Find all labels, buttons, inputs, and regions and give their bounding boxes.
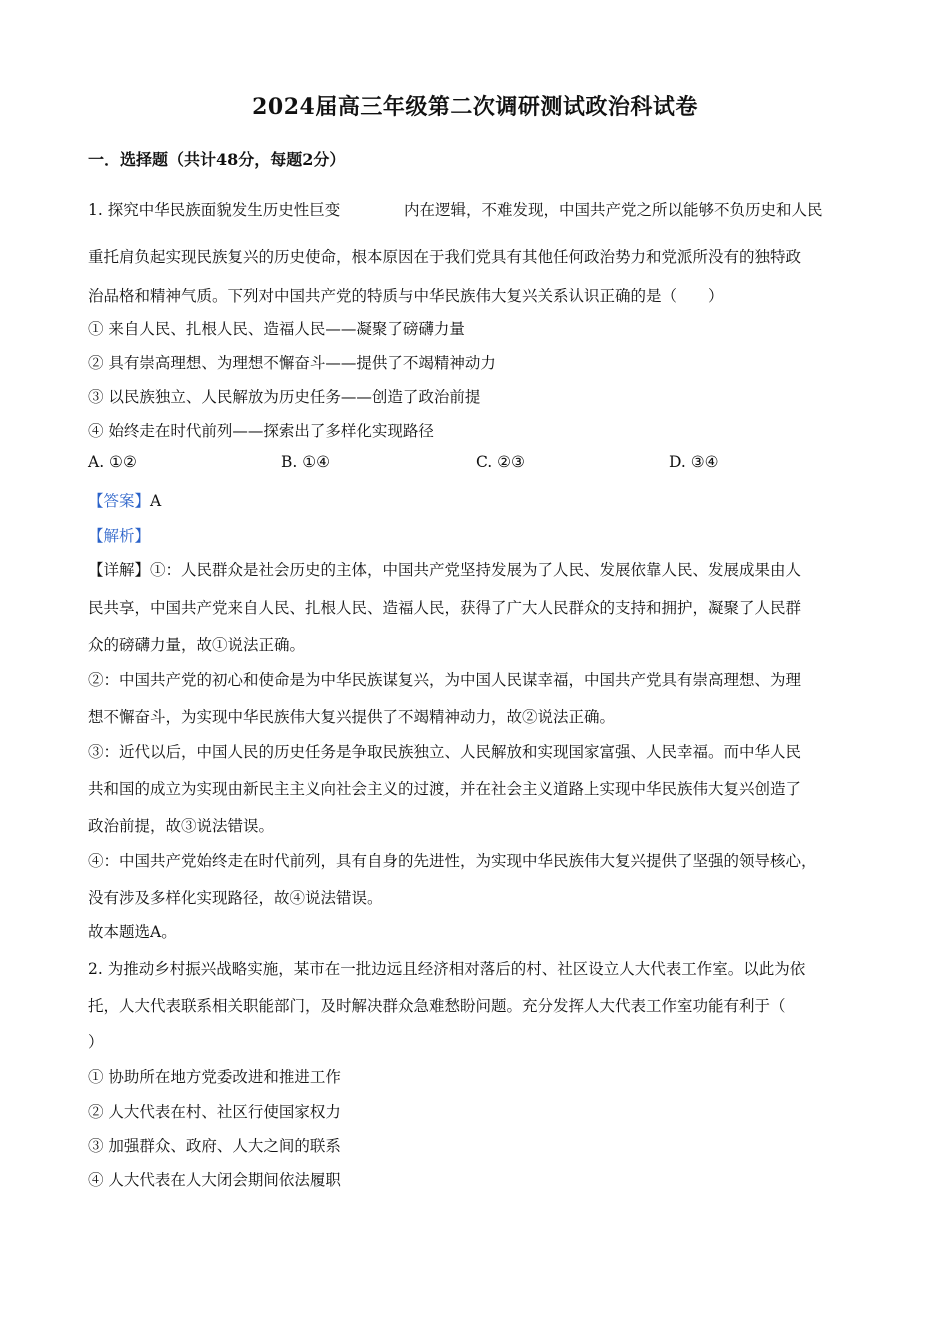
answer-tag: 【答案】 <box>88 492 151 510</box>
q2-stem-line: ） <box>88 1033 104 1051</box>
q1-statement: ① 来自人民、扎根人民、造福人民——凝聚了磅礴力量 <box>88 320 465 338</box>
q1-detail-line: 共和国的成立为实现由新民主主义向社会主义的过渡，并在社会主义道路上实现中华民族伟大复兴创造了 <box>88 780 802 798</box>
q1-stem-part1: 1. 探究中华民族面貌发生历史性巨变 <box>88 201 341 219</box>
analysis-tag: 【解析】 <box>88 527 151 545</box>
q2-stem-line: 2. 为推动乡村振兴战略实施，某市在一批边远且经济相对落后的村、社区设立人大代表工作室。以此为依 <box>88 960 806 978</box>
q1-stem-part2: 内在逻辑，不难发现，中国共产党之所以能够不负历史和人民 <box>404 201 823 219</box>
q2-statement: ④ 人大代表在人大闭会期间依法履职 <box>88 1171 341 1189</box>
page-title: 2024届高三年级第二次调研测试政治科试卷 <box>252 94 698 120</box>
q1-detail-line: 想不懈奋斗，为实现中华民族伟大复兴提供了不竭精神动力，故②说法正确。 <box>88 708 616 726</box>
answer-value: A <box>150 492 162 510</box>
q1-detail-line <box>88 558 801 580</box>
q1-statement: ② 具有崇高理想、为理想不懈奋斗——提供了不竭精神动力 <box>88 354 496 372</box>
q1-detail-line: ②：中国共产党的初心和使命是为中华民族谋复兴，为中国人民谋幸福，中国共产党具有崇高理想、为理 <box>88 671 802 689</box>
q1-statement: ④ 始终走在时代前列——探索出了多样化实现路径 <box>88 422 434 440</box>
q1-answer <box>88 489 161 511</box>
q2-stem-line: 托，人大代表联系相关职能部门，及时解决群众急难愁盼问题。充分发挥人大代表工作室功能有利于（ <box>88 997 786 1015</box>
q1-detail-line: ④：中国共产党始终走在时代前列，具有自身的先进性，为实现中华民族伟大复兴提供了坚强的领导核心， <box>88 852 817 870</box>
q1-option-b: B. ①④ <box>281 453 331 471</box>
q1-stem-line2: 重托肩负起实现民族复兴的历史使命，根本原因在于我们党具有其他任何政治势力和党派所没有的独特政 <box>88 248 802 266</box>
section-heading: 一．选择题（共计48分，每题2分） <box>88 150 346 169</box>
q1-option-a: A. ①② <box>88 453 137 471</box>
q1-statement: ③ 以民族独立、人民解放为历史任务——创造了政治前提 <box>88 388 481 406</box>
detail-tag: 【详解】 <box>88 561 151 579</box>
q1-detail-line: 民共享，中国共产党来自人民、扎根人民、造福人民，获得了广大人民群众的支持和拥护，凝聚了人民群 <box>88 599 802 617</box>
q1-detail-line: 众的磅礴力量，故①说法正确。 <box>88 636 306 654</box>
q1-detail-line: ③：近代以后，中国人民的历史任务是争取民族独立、人民解放和实现国家富强、人民幸福。而中华人民 <box>88 743 802 761</box>
q1-stem-line3: 治品格和精神气质。下列对中国共产党的特质与中华民族伟大复兴关系认识正确的是（ ） <box>88 287 724 305</box>
q1-detail-line: 没有涉及多样化实现路径，故④说法错误。 <box>88 889 383 907</box>
q1-conclusion: 故本题选A。 <box>88 923 177 941</box>
q2-statement: ③ 加强群众、政府、人大之间的联系 <box>88 1137 341 1155</box>
q1-option-c: C. ②③ <box>476 453 525 471</box>
q2-statement: ② 人大代表在村、社区行使国家权力 <box>88 1103 341 1121</box>
q1-detail-line: 政治前提，故③说法错误。 <box>88 817 275 835</box>
q1-option-d: D. ③④ <box>669 453 719 471</box>
detail-text: ①：人民群众是社会历史的主体，中国共产党坚持发展为了人民、发展依靠人民、发展成果由人 <box>150 561 802 579</box>
q2-statement: ① 协助所在地方党委改进和推进工作 <box>88 1068 341 1086</box>
